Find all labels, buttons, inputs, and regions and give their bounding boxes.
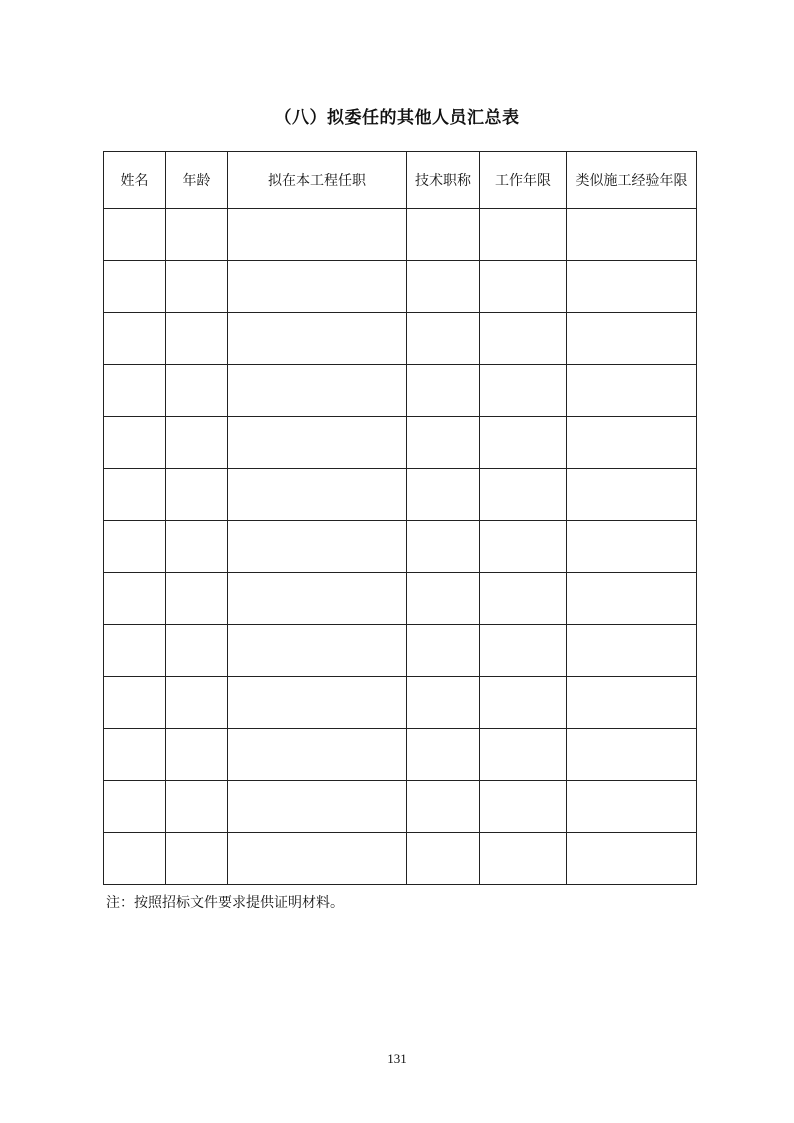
- table-cell: [480, 521, 567, 573]
- table-cell: [480, 313, 567, 365]
- table-cell: [407, 313, 480, 365]
- table-cell: [567, 209, 697, 261]
- table-cell: [567, 729, 697, 781]
- footnote: 注：按照招标文件要求提供证明材料。: [106, 895, 344, 911]
- header-name: 姓名: [104, 152, 166, 209]
- table-cell: [166, 313, 228, 365]
- table-cell: [228, 573, 407, 625]
- header-years-of-work: 工作年限: [480, 152, 567, 209]
- table-cell: [567, 469, 697, 521]
- table-cell: [407, 625, 480, 677]
- table-cell: [104, 417, 166, 469]
- table-row: [104, 521, 697, 573]
- table-row: [104, 313, 697, 365]
- table-cell: [567, 313, 697, 365]
- table-cell: [567, 521, 697, 573]
- table-cell: [567, 365, 697, 417]
- page-title: （八）拟委任的其他人员汇总表: [274, 108, 520, 128]
- table-row: [104, 729, 697, 781]
- table-cell: [104, 573, 166, 625]
- table-cell: [166, 625, 228, 677]
- table-cell: [407, 781, 480, 833]
- table-header-row: [104, 152, 697, 209]
- table-cell: [104, 781, 166, 833]
- table-cell: [228, 209, 407, 261]
- table-cell: [104, 677, 166, 729]
- table-cell: [480, 209, 567, 261]
- table-cell: [166, 521, 228, 573]
- table-cell: [104, 625, 166, 677]
- table-row: [104, 469, 697, 521]
- table-cell: [166, 781, 228, 833]
- table-cell: [407, 365, 480, 417]
- table-cell: [407, 677, 480, 729]
- table-cell: [166, 261, 228, 313]
- table-row: [104, 573, 697, 625]
- table-cell: [166, 469, 228, 521]
- table-cell: [480, 729, 567, 781]
- table-cell: [104, 261, 166, 313]
- table-cell: [407, 521, 480, 573]
- table-cell: [407, 729, 480, 781]
- table-row: [104, 781, 697, 833]
- table-cell: [480, 573, 567, 625]
- table-cell: [567, 573, 697, 625]
- table-row: [104, 677, 697, 729]
- table-cell: [407, 833, 480, 885]
- table-cell: [480, 781, 567, 833]
- table-cell: [407, 261, 480, 313]
- table-cell: [104, 521, 166, 573]
- table-cell: [166, 677, 228, 729]
- table-cell: [166, 365, 228, 417]
- table-cell: [228, 417, 407, 469]
- table-cell: [567, 417, 697, 469]
- table-row: [104, 261, 697, 313]
- table-cell: [567, 833, 697, 885]
- table-cell: [480, 417, 567, 469]
- table-cell: [407, 209, 480, 261]
- table-cell: [228, 313, 407, 365]
- table-row: [104, 365, 697, 417]
- table-cell: [228, 781, 407, 833]
- header-technical-title: 技术职称: [407, 152, 480, 209]
- table-cell: [567, 677, 697, 729]
- table-cell: [567, 781, 697, 833]
- table-cell: [480, 365, 567, 417]
- table-cell: [228, 469, 407, 521]
- staff-summary-table: [103, 151, 697, 885]
- table-cell: [104, 729, 166, 781]
- table-row: [104, 833, 697, 885]
- header-age: 年龄: [166, 152, 228, 209]
- header-similar-experience-years: 类似施工经验年限: [567, 152, 697, 209]
- table-cell: [228, 261, 407, 313]
- table-cell: [228, 521, 407, 573]
- table-row: [104, 625, 697, 677]
- table-cell: [166, 729, 228, 781]
- table-cell: [567, 261, 697, 313]
- table-cell: [228, 729, 407, 781]
- table-cell: [166, 833, 228, 885]
- table-cell: [480, 469, 567, 521]
- table-cell: [407, 417, 480, 469]
- table-cell: [228, 625, 407, 677]
- table-cell: [166, 573, 228, 625]
- table-row: [104, 209, 697, 261]
- table-cell: [104, 469, 166, 521]
- table-cell: [407, 469, 480, 521]
- page-number: 131: [387, 1051, 407, 1066]
- table-cell: [407, 573, 480, 625]
- table-cell: [104, 833, 166, 885]
- table-cell: [166, 209, 228, 261]
- table-cell: [104, 209, 166, 261]
- table-cell: [104, 365, 166, 417]
- header-proposed-position: 拟在本工程任职: [228, 152, 407, 209]
- table-cell: [228, 365, 407, 417]
- table-cell: [228, 677, 407, 729]
- table-cell: [480, 625, 567, 677]
- table-cell: [567, 625, 697, 677]
- table-cell: [228, 833, 407, 885]
- table-cell: [480, 261, 567, 313]
- table-cell: [480, 677, 567, 729]
- table-row: [104, 417, 697, 469]
- table-cell: [480, 833, 567, 885]
- table-cell: [104, 313, 166, 365]
- table-cell: [166, 417, 228, 469]
